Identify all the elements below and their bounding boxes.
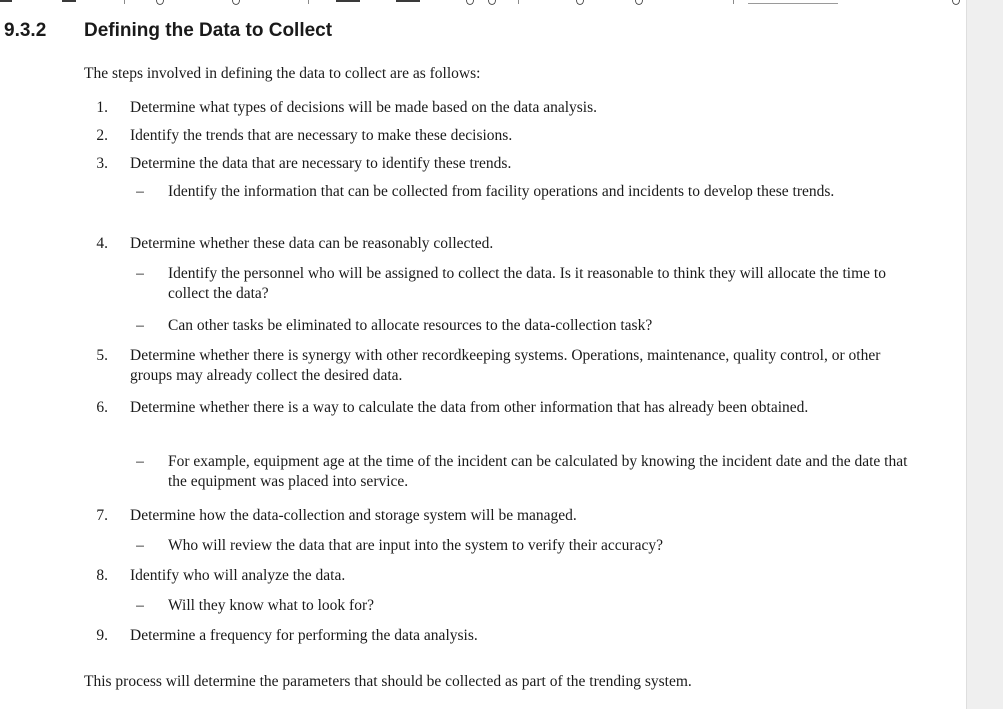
step-text: Determine the data that are necessary to identify these trends. <box>130 155 512 172</box>
toolbar-fragment <box>466 0 474 5</box>
step-number: 2. <box>96 127 108 144</box>
step-number: 1. <box>96 99 108 116</box>
step-number: 6. <box>96 399 108 416</box>
toolbar-fragment <box>488 0 496 5</box>
dash-marker: – <box>136 537 144 554</box>
step-number: 5. <box>96 347 108 364</box>
step-text: Determine whether there is synergy with other recordkeeping systems. Operations, maintenance, quality control, or other groups may already collect the desired data. <box>130 347 881 384</box>
toolbar-fragment <box>62 0 76 2</box>
sub-step-text: Identify the personnel who will be assigned to collect the data. Is it reasonable to think they will allocate the time to collect the data? <box>168 265 886 302</box>
section-number: 9.3.2 <box>4 20 47 41</box>
step-text: Determine what types of decisions will be made based on the data analysis. <box>130 99 598 116</box>
dash-marker: – <box>136 453 144 470</box>
toolbar-fragment <box>0 0 12 2</box>
toolbar-fragment <box>232 0 240 5</box>
toolbar-fragment <box>952 0 960 5</box>
toolbar-separator <box>124 0 125 4</box>
sub-step-text: Can other tasks be eliminated to allocate resources to the data-collection task? <box>168 317 653 334</box>
intro-paragraph: The steps involved in defining the data to collect are as follows: <box>84 65 481 82</box>
step-text: Determine a frequency for performing the data analysis. <box>130 627 478 644</box>
toolbar-dropdown-fragment[interactable] <box>748 3 838 4</box>
step-number: 8. <box>96 567 108 584</box>
step-text: Determine how the data-collection and storage system will be managed. <box>130 507 577 524</box>
toolbar-fragment <box>576 0 584 5</box>
section-title: Defining the Data to Collect <box>84 20 333 41</box>
conclusion-paragraph: This process will determine the parameters that should be collected as part of the trending system. <box>84 673 692 690</box>
step-text: Identify the trends that are necessary to make these decisions. <box>130 127 513 144</box>
section-heading-clip <box>0 14 966 48</box>
dash-marker: – <box>136 265 144 282</box>
toolbar-fragment <box>635 0 643 5</box>
dash-marker: – <box>136 317 144 334</box>
toolbar-separator <box>518 0 519 4</box>
toolbar-separator <box>308 0 309 4</box>
dash-marker: – <box>136 597 144 614</box>
sub-step-text: Who will review the data that are input into the system to verify their accuracy? <box>168 537 663 554</box>
step-number: 4. <box>96 235 108 252</box>
right-margin-panel <box>966 0 1003 709</box>
step-text: Determine whether these data can be reasonably collected. <box>130 235 494 252</box>
step-number: 9. <box>96 627 108 644</box>
document-page <box>0 14 966 709</box>
step-number: 3. <box>96 155 108 172</box>
toolbar-fragment <box>156 0 164 5</box>
step-number: 7. <box>96 507 108 524</box>
step-text: Determine whether there is a way to calculate the data from other information that has already been obtained. <box>130 399 809 416</box>
dash-marker: – <box>136 183 144 200</box>
section-heading <box>4 18 332 44</box>
toolbar-fragment <box>396 0 420 2</box>
toolbar-strip-cropped <box>0 0 1003 14</box>
step-text: Identify who will analyze the data. <box>130 567 346 584</box>
sub-step-text: Identify the information that can be collected from facility operations and incidents to develop these trends. <box>168 183 835 200</box>
sub-step-text: For example, equipment age at the time of the incident can be calculated by knowing the incident date and the date that the equipment was placed into service. <box>168 453 908 490</box>
toolbar-separator <box>733 0 734 4</box>
toolbar-fragment <box>336 0 360 2</box>
sub-step-text: Will they know what to look for? <box>168 597 375 614</box>
